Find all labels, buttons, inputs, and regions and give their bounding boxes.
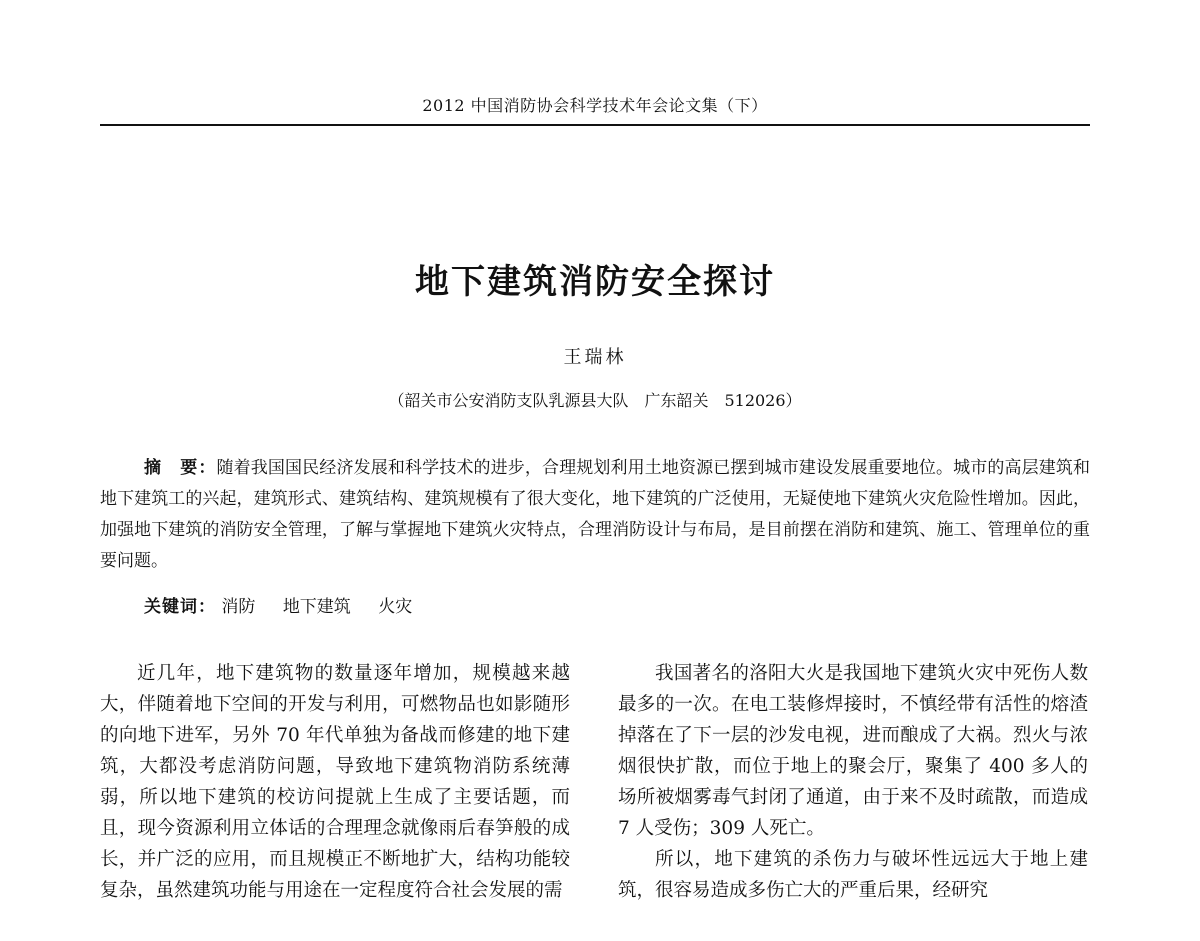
keywords-label: 关键词： bbox=[144, 597, 216, 617]
running-head: 2012 中国消防协会科学技术年会论文集（下） bbox=[422, 96, 768, 115]
keyword: 火灾 bbox=[378, 597, 413, 617]
body-paragraph: 近几年，地下建筑物的数量逐年增加，规模越来越大，伴随着地下空间的开发与利用，可燃物品也如影随形的向地下进军，另外 70 年代单独为备战而修建的地下建筑，大都没考虑消防问题，导致地下建筑物消防系统薄弱，所以地下建筑的校访问提就上生成了主要话题，而且，现今资源利用立体话的合理理念就像雨后春笋般的成长，并广泛的应用，而且规模正不断地扩大，结构功能较复杂，虽然建筑功能与用途在一定程度符合社会发展的需 bbox=[100, 663, 570, 901]
keyword: 消防 bbox=[221, 597, 256, 617]
body-paragraph: 所以，地下建筑的杀伤力与破坏性远远大于地上建筑，很容易造成多伤亡大的严重后果，经研究 bbox=[618, 849, 1088, 901]
keywords bbox=[144, 592, 434, 617]
header-rule bbox=[100, 124, 1090, 126]
abstract-text: 随着我国国民经济发展和科学技术的进步，合理规划利用土地资源已摆到城市建设发展重要地位。城市的高层建筑和地下建筑工的兴起，建筑形式、建筑结构、建筑规模有了很大变化，地下建筑的广泛使用，无疑使地下建筑火灾危险性增加。因此，加强地下建筑的消防安全管理，了解与掌握地下建筑火灾特点，合理消防设计与布局，是目前摆在消防和建筑、施工、管理单位的重要问题。 bbox=[100, 458, 1091, 571]
paper-title: 地下建筑消防安全探讨 bbox=[415, 262, 775, 302]
abstract bbox=[100, 453, 1090, 577]
keyword: 地下建筑 bbox=[282, 597, 351, 617]
body-column-left bbox=[100, 658, 570, 906]
abstract-label: 摘 要： bbox=[144, 458, 217, 478]
author-name: 王瑞林 bbox=[563, 347, 627, 368]
body-paragraph: 我国著名的洛阳大火是我国地下建筑火灾中死伤人数最多的一次。在电工装修焊接时，不慎经带有活性的熔渣掉落在了下一层的沙发电视，进而酿成了大祸。烈火与浓烟很快扩散，而位于地上的聚会厅，聚集了 400 多人的场所被烟雾毒气封闭了通道，由于来不及时疏散，而造成 7 人受伤；309 人死亡。 bbox=[618, 663, 1088, 839]
abstract-paragraph bbox=[100, 453, 1090, 577]
author-affiliation: （韶关市公安消防支队乳源县大队 广东韶关 512026） bbox=[388, 391, 802, 410]
body-column-right bbox=[618, 658, 1088, 906]
